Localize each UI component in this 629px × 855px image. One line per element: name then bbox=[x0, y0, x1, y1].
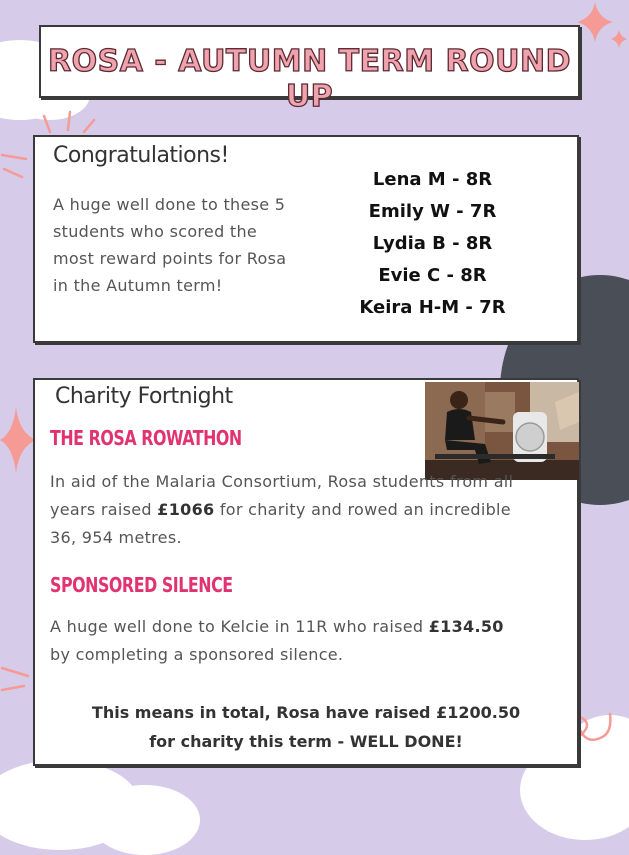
title-banner bbox=[39, 25, 580, 114]
rowathon-heading: THE ROSA ROWATHON bbox=[50, 426, 242, 450]
charity-heading: Charity Fortnight bbox=[55, 384, 233, 409]
rowathon-text-before: In aid of the Malaria Consortium, Rosa students from all years raised bbox=[50, 472, 514, 519]
congratulations-card bbox=[33, 135, 579, 343]
cloud-decoration-bottom-left-2 bbox=[90, 785, 200, 855]
charity-total-line-2: for charity this term - WELL DONE! bbox=[149, 732, 463, 751]
rowing-photo bbox=[425, 382, 579, 480]
silence-text-before: A huge well done to Kelcie in 11R who raised bbox=[50, 617, 429, 636]
charity-card bbox=[33, 378, 579, 766]
sun-rays-decoration-bottom-left bbox=[0, 660, 36, 700]
rowathon-amount: £1066 bbox=[157, 500, 215, 519]
student-list bbox=[335, 164, 530, 324]
student-name: Evie C - 8R bbox=[378, 265, 487, 286]
student-name: Keira H-M - 7R bbox=[359, 297, 506, 318]
sun-rays-decoration-left bbox=[0, 135, 34, 185]
rowathon-text-after: for charity and rowed an incredible 36, 954 metres. bbox=[50, 500, 511, 547]
silence-amount: £134.50 bbox=[428, 617, 504, 636]
charity-total bbox=[35, 698, 577, 756]
sponsored-silence-heading: SPONSORED SILENCE bbox=[50, 573, 233, 597]
sponsored-silence-paragraph bbox=[50, 613, 520, 669]
charity-total-line-1: This means in total, Rosa have raised £1200.50 bbox=[91, 703, 521, 722]
student-name: Emily W - 7R bbox=[368, 201, 497, 222]
student-name: Lydia B - 8R bbox=[372, 233, 493, 254]
rowathon-paragraph bbox=[50, 468, 520, 552]
congratulations-body: A huge well done to these 5 students who scored the most reward points for Rosa in the Autumn term! bbox=[53, 195, 287, 295]
student-name: Lena M - 8R bbox=[372, 169, 493, 190]
page-title: ROSA - AUTUMN TERM ROUND UP bbox=[48, 44, 571, 114]
sparkle-icon-top-right bbox=[575, 0, 629, 60]
silence-text-after: by completing a sponsored silence. bbox=[50, 645, 344, 664]
congratulations-heading: Congratulations! bbox=[53, 143, 229, 168]
